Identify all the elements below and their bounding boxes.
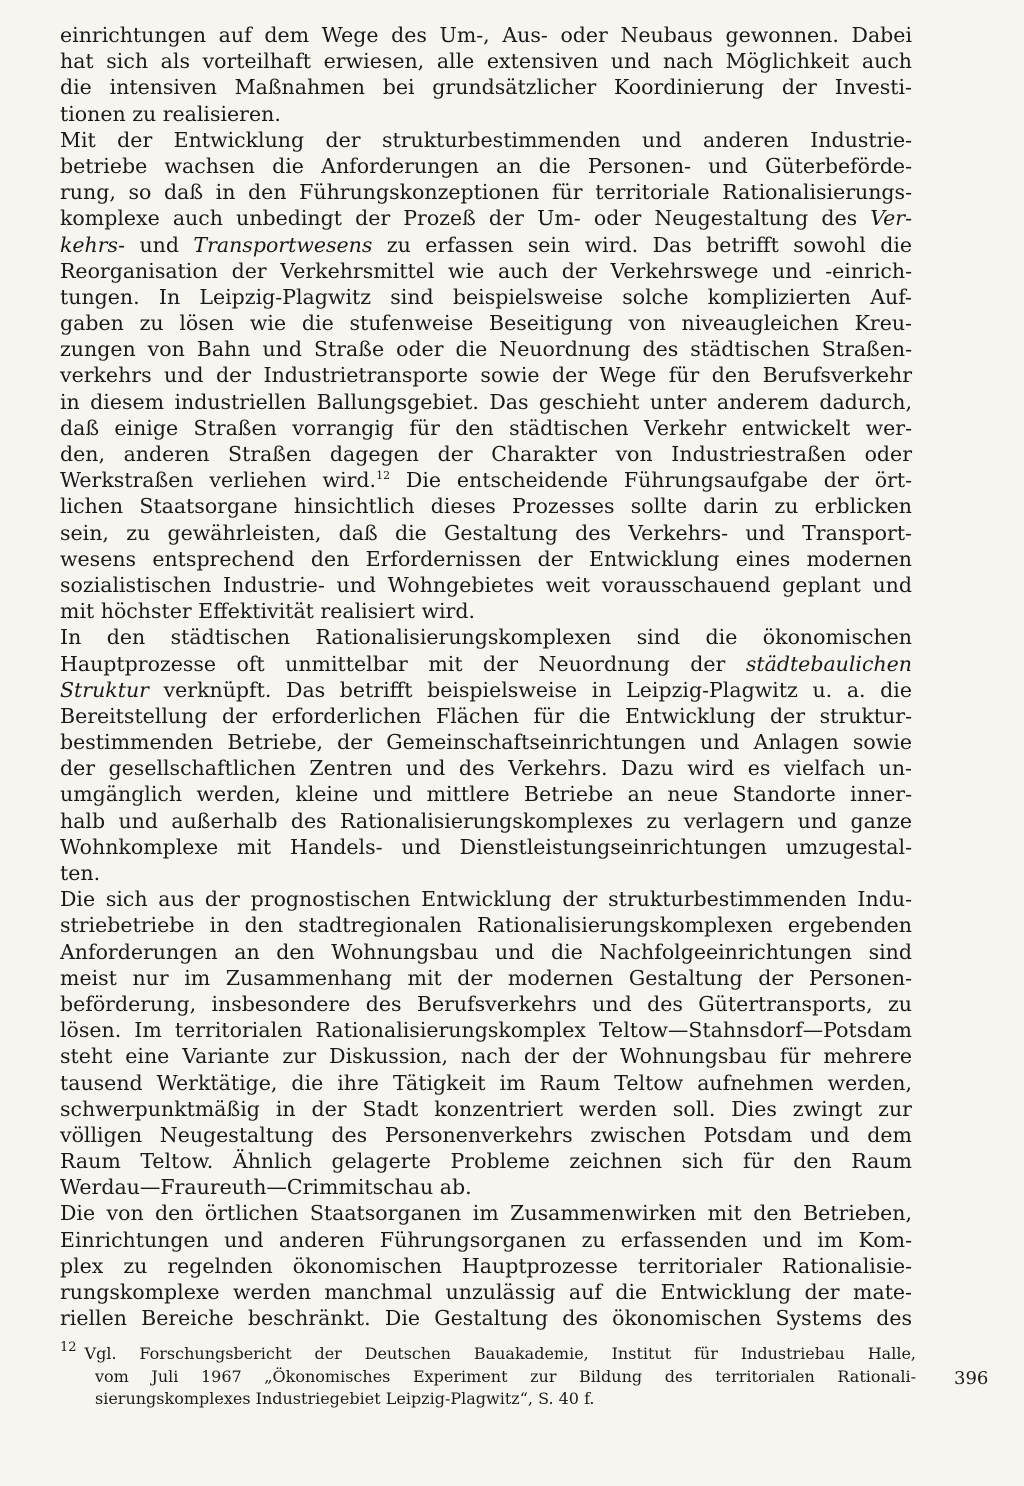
text-line: lichen Staatsorgane hinsichtlich dieses Prozesses sollte darin zu erblicken xyxy=(60,494,912,519)
text-line: rungskomplexe werden manchmal unzulässig auf die Entwicklung der mate- xyxy=(60,1280,912,1304)
text-line: daß einige Straßen vorrangig für den städtischen Verkehr entwickelt wer- xyxy=(60,415,912,440)
text-segment: Werkstraßen verliehen wird. xyxy=(60,468,377,493)
text-line: zungen von Bahn und Straße oder die Neuordnung des städtischen Straßen- xyxy=(60,337,912,362)
text-line: lösen. Im territorialen Rationalisierungskomplex Teltow—Stahnsdorf—Potsdam xyxy=(60,1018,912,1043)
text-segment: Hauptprozesse oft unmittelbar mit der Neuordnung der xyxy=(60,651,726,676)
text-line: verkehrs und der Industrietransporte sowie der Wege für den Berufsverkehr xyxy=(60,363,912,388)
footnote-ref: 12 xyxy=(376,469,391,483)
italic-term: städtebaulichen xyxy=(745,651,912,676)
text-line: tungen. In Leipzig-Plagwitz sind beispielsweise solche komplizierten Auf- xyxy=(60,284,912,309)
text-line: mit höchster Effektivität realisiert wird. xyxy=(60,599,475,624)
text-line: völligen Neugestaltung des Personenverkehrs zwischen Potsdam und dem xyxy=(60,1122,912,1147)
footnote-text: Vgl. Forschungsbericht der Deutschen Bauakademie, Institut für Industriebau Halle, xyxy=(84,1344,916,1363)
text-line: in diesem industriellen Ballungsgebiet. Das geschieht unter anderem dadurch, xyxy=(60,389,912,414)
main-text xyxy=(60,22,912,1331)
italic-term: kehrs- xyxy=(60,232,126,257)
text-line: Einrichtungen und anderen Führungsorganen zu erfassenden und im Kom- xyxy=(60,1227,912,1252)
text-segment: verknüpft. Das betrifft beispielsweise in Leipzig-Plagwitz u. a. die xyxy=(148,677,912,702)
text-line: gaben zu lösen wie die stufenweise Beseitigung von niveaugleichen Kreu- xyxy=(60,311,912,336)
text-line: betriebe wachsen die Anforderungen an die Personen- und Güterbeförde- xyxy=(60,153,912,178)
paragraph-3 xyxy=(60,624,912,886)
text-line: Mit der Entwicklung der strukturbestimmenden und anderen Industrie- xyxy=(60,127,912,152)
text-line: Wohnkomplexe mit Handels- und Dienstleistungseinrichtungen umzugestal- xyxy=(60,834,912,859)
text-line: beförderung, insbesondere des Berufsverkehrs und des Gütertransports, zu xyxy=(60,991,912,1016)
footnote-mark: 12 xyxy=(60,1340,77,1355)
footnote-line xyxy=(60,1340,916,1366)
text-line: Reorganisation der Verkehrsmittel wie auch der Verkehrswege und -einrich- xyxy=(60,258,912,283)
text-line: sein, zu gewährleisten, daß die Gestaltung des Verkehrs- und Transport- xyxy=(60,520,912,545)
italic-term: Struktur xyxy=(60,677,149,702)
text-line xyxy=(60,677,912,703)
footnote-line: sierungskomplexes Industriegebiet Leipzig-Plagwitz“, S. 40 f. xyxy=(95,1389,595,1408)
text-line: riellen Bereiche beschränkt. Die Gestaltung des ökonomischen Systems des xyxy=(60,1306,912,1331)
footnote-line: vom Juli 1967 „Ökonomisches Experiment zur Bildung des territorialen Rationali- xyxy=(95,1366,916,1386)
text-segment: zu erfassen sein wird. Das betrifft sowohl die xyxy=(372,232,913,257)
text-segment: komplexe auch unbedingt der Prozeß der Um- oder Neugestaltung des xyxy=(60,206,871,231)
text-line: meist nur im Zusammenhang mit der modernen Gestaltung der Personen- xyxy=(60,965,912,990)
text-line: einrichtungen auf dem Wege des Um-, Aus- oder Neubaus gewonnen. Dabei xyxy=(60,23,912,47)
text-line: bestimmenden Betriebe, der Gemeinschaftseinrichtungen und Anlagen sowie xyxy=(60,730,912,755)
page-number: 396 xyxy=(954,1368,989,1389)
text-segment: und xyxy=(125,232,194,257)
text-line: schwerpunktmäßig in der Stadt konzentriert werden soll. Dies zwingt zur xyxy=(60,1096,912,1121)
text-line: tionen zu realisieren. xyxy=(60,101,281,126)
text-line: rung, so daß in den Führungskonzeptionen für territoriale Rationalisierungs- xyxy=(60,180,912,205)
text-line: Die sich aus der prognostischen Entwicklung der strukturbestimmenden Indu- xyxy=(60,887,912,912)
text-line: sozialistischen Industrie- und Wohngebietes weit vorausschauend geplant und xyxy=(60,572,912,597)
text-line: Anforderungen an den Wohnungsbau und die Nachfolgeeinrichtungen sind xyxy=(60,939,912,964)
italic-term: Ver- xyxy=(870,206,912,231)
text-line: umgänglich werden, kleine und mittlere Betriebe an neue Standorte inner- xyxy=(60,782,912,807)
text-line: Raum Teltow. Ähnlich gelagerte Probleme zeichnen sich für den Raum xyxy=(60,1149,912,1174)
text-line: hat sich als vorteilhaft erwiesen, alle extensiven und nach Möglichkeit auch xyxy=(60,49,912,74)
text-line: striebetriebe in den stadtregionalen Rationalisierungskomplexen ergebenden xyxy=(60,913,912,938)
italic-term: Transportwesens xyxy=(193,232,373,257)
text-line xyxy=(60,651,912,677)
text-line: den, anderen Straßen dagegen der Charakter von Industriestraßen oder xyxy=(60,442,912,466)
text-line: Bereitstellung der erforderlichen Flächen für die Entwicklung der struktur- xyxy=(60,703,912,728)
text-line: halb und außerhalb des Rationalisierungskomplexes zu verlagern und ganze xyxy=(60,808,912,833)
text-line xyxy=(60,205,912,231)
paragraph-2 xyxy=(60,127,912,625)
text-line: die intensiven Maßnahmen bei grundsätzlicher Koordinierung der Investi- xyxy=(60,75,912,100)
text-line xyxy=(60,232,912,258)
text-line: wesens entsprechend den Erfordernissen der Entwicklung eines modernen xyxy=(60,546,912,571)
paragraph-1 xyxy=(60,22,912,127)
footnote xyxy=(60,1340,916,1411)
text-line: ten. xyxy=(60,861,101,885)
paragraph-5 xyxy=(60,1200,912,1331)
text-line: tausend Werktätige, die ihre Tätigkeit im Raum Teltow aufnehmen werden, xyxy=(60,1070,912,1095)
text-line: Die von den örtlichen Staatsorganen im Zusammenwirken mit den Betrieben, xyxy=(60,1201,912,1226)
paragraph-4 xyxy=(60,886,912,1200)
text-line xyxy=(60,467,912,493)
text-segment: Die entscheidende Führungsaufgabe der ört- xyxy=(390,468,912,493)
text-line: steht eine Variante zur Diskussion, nach der der Wohnungsbau für mehrere xyxy=(60,1044,912,1069)
text-line: plex zu regelnden ökonomischen Hauptprozesse territorialer Rationalisie- xyxy=(60,1253,912,1278)
text-line: In den städtischen Rationalisierungskomplexen sind die ökonomischen xyxy=(60,625,912,650)
text-line: der gesellschaftlichen Zentren und des Verkehrs. Dazu wird es vielfach un- xyxy=(60,756,912,781)
text-line: Werdau—Fraureuth—Crimmitschau ab. xyxy=(60,1175,472,1200)
